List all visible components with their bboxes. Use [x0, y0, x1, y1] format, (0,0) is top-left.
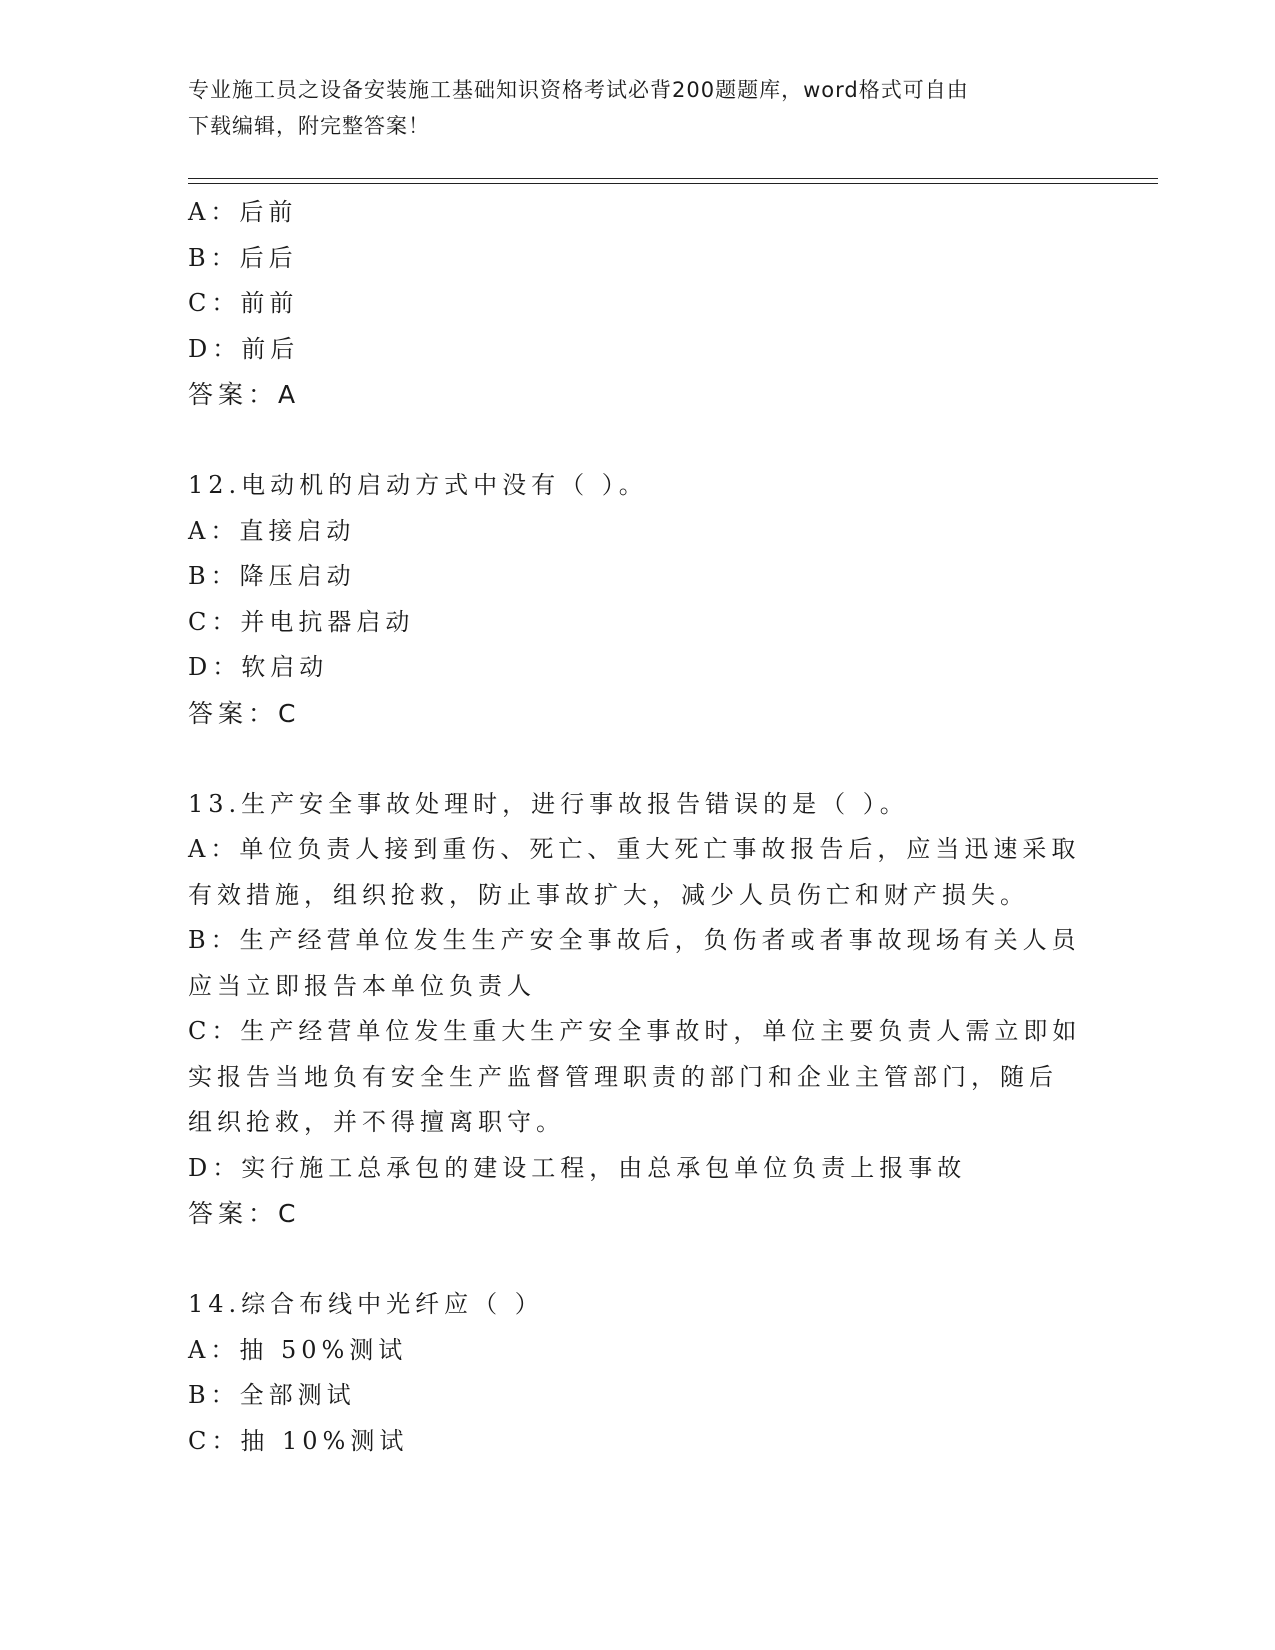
question-12 — [188, 463, 1088, 736]
option-c-line-1: C：生产经营单位发生重大生产安全事故时，单位主要负责人需立即如 — [188, 1017, 1082, 1045]
question-text: 13.生产安全事故处理时，进行事故报告错误的是（ ）。 — [188, 789, 909, 818]
option-b: B：降压启动 — [188, 562, 356, 590]
question-11 — [188, 190, 1088, 418]
option-b — [188, 918, 1088, 1009]
spacer — [188, 418, 1088, 464]
question-text: 12.电动机的启动方式中没有（ ）。 — [188, 471, 648, 499]
option-c-line-2: 实报告当地负有安全生产监督管理职责的部门和企业主管部门，随后 — [188, 1062, 1058, 1091]
option-c: C：前前 — [188, 289, 299, 317]
option-c — [188, 1009, 1088, 1146]
option-a: A：后前 — [188, 198, 298, 226]
question-list — [188, 190, 1088, 1464]
option-d: D：实行施工总承包的建设工程，由总承包单位负责上报事故 — [188, 1153, 967, 1182]
option-c: C：并电抗器启动 — [188, 607, 415, 636]
answer-line: 答案：C — [188, 698, 301, 728]
question-text: 14.综合布线中光纤应（ ） — [188, 1290, 544, 1318]
option-a — [188, 827, 1088, 918]
option-b-line-2: 应当立即报告本单位负责人 — [188, 971, 536, 1000]
option-a-line-1: A：单位负责人接到重伤、死亡、重大死亡事故报告后，应当迅速采取 — [188, 835, 1081, 863]
document-header — [188, 72, 1088, 144]
option-d: D：前后 — [188, 334, 300, 363]
option-a: A：抽 50%测试 — [188, 1335, 408, 1364]
header-line-2: 下载编辑，附完整答案！ — [188, 114, 430, 138]
header-divider-bottom — [188, 183, 1158, 184]
question-13 — [188, 782, 1088, 1237]
question-14 — [188, 1282, 1088, 1464]
header-line-1: 专业施工员之设备安装施工基础知识资格考试必背200题题库，word格式可自由 — [188, 78, 969, 102]
option-d: D：软启动 — [188, 653, 329, 681]
option-c: C：抽 10%测试 — [188, 1426, 409, 1455]
option-c-line-3: 组织抢救，并不得擅离职守。 — [188, 1108, 565, 1136]
option-a: A：直接启动 — [188, 516, 356, 545]
option-b: B：全部测试 — [188, 1381, 356, 1409]
answer-line: 答案：A — [188, 380, 301, 409]
option-a-line-2: 有效措施，组织抢救，防止事故扩大，减少人员伤亡和财产损失。 — [188, 880, 1029, 909]
option-b-line-1: B：生产经营单位发生生产安全事故后，负伤者或者事故现场有关人员 — [188, 926, 1081, 954]
header-divider-top — [188, 178, 1158, 179]
spacer — [188, 1237, 1088, 1283]
answer-line: 答案：C — [188, 1199, 301, 1228]
option-b: B：后后 — [188, 243, 298, 272]
spacer — [188, 736, 1088, 782]
